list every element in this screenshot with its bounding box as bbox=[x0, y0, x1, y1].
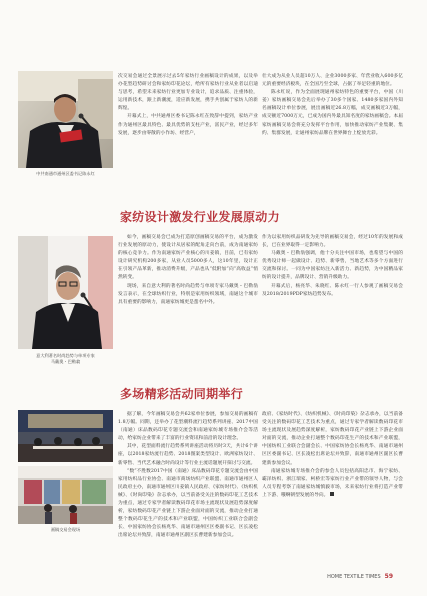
page-number: 59 bbox=[384, 573, 393, 580]
paragraph: 如今，画稿交易会已成为打造原创画稿交易的平台，成为激发行业发展的原动力，使设计从居家的配角走向台前，成为南通家纺的核心竞争力。作为南通家纺产业核心的川姜镇，目前，已有家纺设计研究机构200多家，从业人员5000多人，这10年里，设计正在引领产品革新，推动消费升级，产品也从“低附加”向“高收益”悄然转变。 bbox=[118, 235, 258, 281]
photo-expert-barleon bbox=[18, 236, 113, 349]
paragraph: 其中，花型面料流行趋势系列讲座活动将历时3天，共计6个讲座，以2018家纺流行趋势、2018图案类型设计、欧洲家纺设计、新零售、当代艺术融合时尚设计等行业主流话题展开探讨与交流。 bbox=[118, 444, 258, 466]
event-photo-illustration bbox=[18, 410, 113, 462]
section3-col2 bbox=[262, 411, 403, 567]
photo-speaker-chen bbox=[18, 71, 113, 168]
paragraph: 现场，来自意大利的著名时尚趋势与单项专家马戴奥・巴勒翁发言表示，在全球纺织行业，特别是家用纺织领域，南通这个城市具有重要的影响力，南通家纺城更是蜚名中外。 bbox=[118, 283, 258, 305]
section2-col1 bbox=[118, 234, 258, 307]
photo2-caption-line2: 马戴奥・巴勒翁 bbox=[50, 359, 81, 364]
paragraph: 政府、《家纺时代》、《纺织机械》、《时尚印染》杂志承办，以当前备受关注的数码印花工艺技术为重点，通过专家学者解读数码印花市场主流现状及展趋势深度解析，家纺数码印花产业链上下游企业面对面的交流，推动企业打通整个数码印花生产的技术和产业联盟，中国纺织工业联合会副会长、中国家纺协会长杨兆华、南通市通州区区委副书记、区长凌松出席论坛并致辞，南通市通州区副区长曹建新参加会议。 bbox=[262, 412, 403, 466]
section2-col2 bbox=[262, 234, 403, 299]
section2-heading: 家纺设计激发行业发展原动力 bbox=[120, 210, 280, 224]
paragraph: 开幕式上，中共通州区委书记陈永红在致辞中提到，家纺产业作为通州区最具特色、最具优势的支柱产业，富民产业，经过多年发展，逐步由零散的小作坊、经营户， bbox=[118, 114, 258, 136]
magazine-name: HOME TEXTILE TIMES bbox=[327, 574, 381, 580]
paragraph bbox=[262, 468, 403, 500]
paragraph: 开幕式后，杨亮华、朱晓红、陈永红一行人参观了画稿交易会及2018/2019PDP家纺趋势发布。 bbox=[262, 283, 403, 297]
paragraph-text: 南通家纺城专场推介会的参会人员包括高阳忠市、海宁家纺、霸泽纺织、浙江瑞家、柯桥宏等家纺行业产业带的领导人物，与会人员专程考察了南通家纺城慎毅市场，未来家纺行业将打造产业带上下游、哦啊朝型发展的导向。 bbox=[262, 468, 403, 498]
photo-exhibition-hall bbox=[18, 466, 113, 524]
paragraph: 陈永红说，作为全面展现通州家纺特色的重要平台，中国（川姜）家纺画稿交易会先后举办了30多个国家、1480多家国内外知名画稿设计单位参展，展出画稿近26.8万幅，成交画稿近3万幅，成交额近7000万元，已成为国内外最具知名度的家纺画稿会。本届家纺画稿交易会将充分发挥平台作用，加快推动家纺产业集聚、集约、集群发展，让通州家纺品牌在世界舞台上绽放光彩。 bbox=[262, 90, 403, 136]
section3-col1 bbox=[118, 411, 258, 567]
photo-event-stage bbox=[18, 410, 113, 462]
expert-photo-illustration bbox=[18, 236, 113, 349]
photo4-caption: 画稿交易会现场 bbox=[50, 527, 81, 532]
paragraph: 据了解，今年画稿交易会共62家单位参展，参加交易的画稿有1.8万幅。同期，还举办了花型潮料流行趋势系列讲座、2017中国（南通）床品数码印花专题交流会和南通家纺城专场推介会等活动，给家纺企业带来了丰富的行业资讯和前沿的设计理念。 bbox=[118, 412, 258, 442]
paragraph: 壮大成为从业人员超10万人、企业3000多家、年营业收入600多亿元的重要经济板块，在全国乃至全球，占据了举足轻重的地位。 bbox=[262, 74, 403, 88]
paragraph: 作为以家用纺织品研发为先导的画稿交易会，经过10年的发展和成长，已在业界取得一定影响力。 bbox=[262, 235, 403, 249]
photo1-caption: 中共南通市通州区委书记陈永红 bbox=[36, 171, 95, 176]
section1-col1 bbox=[118, 73, 258, 138]
section3-heading: 多场精彩活动同期举行 bbox=[120, 387, 244, 401]
paragraph: “数”不胜数2017中国（南通）床品数码印花专题交流会由中国家用纺织品行业协会、南通市商场纺织产业联盟、南通市通州区人民政府主办，南通市通州区川姜镇人民政府、《家纺时代》、《纺织机械》、《时尚印染》杂志承办，以当前备受关注的数码印花工艺技术为重点，通过专家学者解读数码印花市场主流现状及展趋势深度解析，家纺数码印花产业链上下游企业面对面的交流，推动企业打通整个数码印花生产的技术和产业联盟，中国纺织工业联合会副会长、中国家纺协会长杨兆华、南通市通州区区委副书记、区长凌松出席论坛并致辞，南通市通州区副区长曹建新参加会议。 bbox=[118, 468, 258, 539]
photo2-caption bbox=[18, 353, 113, 365]
exhibition-photo-illustration bbox=[18, 466, 113, 524]
paragraph: 马戴奥・巴勒翁强调，他十分关注中国市场，也希望与中国的优秀设计师一起做设计、趋势、新零售，当地艺术等多个方面进行交流和探讨。一同为中国家纺注入新活力、新趋势，为中国精品家纺的设计提升，品牌设计、营销升级助力。 bbox=[262, 251, 403, 281]
section1-col2 bbox=[262, 73, 403, 138]
paragraph: 次交易会通过全景展示过去5年家纺行业画稿设计的成果，以及举办花型趋势研讨会和家纺印花论坛，给所有家纺行业从业者以启迪与思考，希望未来家纺行业更加专业设计，追求品质、注重体验，运用新技术，跟上新潮流，适应新发展，携手共创属于家纺人的新辉煌。 bbox=[118, 74, 258, 112]
photo2-caption-line1: 意大利著名时尚趋势与单项专家 bbox=[36, 353, 95, 358]
end-mark-icon bbox=[330, 492, 334, 496]
speaker-photo-illustration bbox=[18, 71, 113, 168]
page-footer bbox=[327, 573, 393, 580]
